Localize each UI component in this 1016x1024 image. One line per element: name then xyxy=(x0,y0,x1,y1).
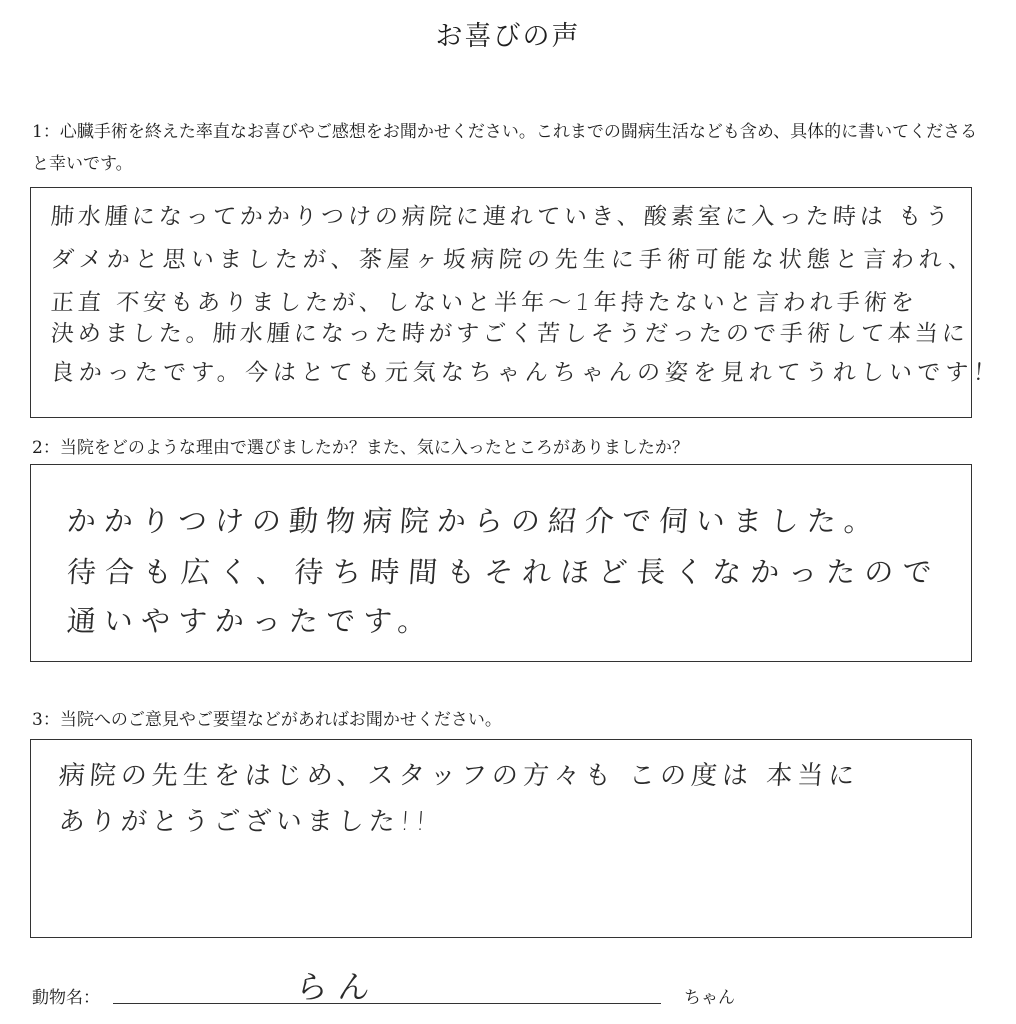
answer-2-line: 待合も広く、待ち時間もそれほど長くなかったので xyxy=(65,555,942,589)
question-2-label: 2：当院をどのような理由で選びましたか？また、気に入ったところがありましたか？ xyxy=(32,438,689,458)
answer-1-line: 正直 不安もありましたが、しないと半年〜1年持たないと言われ手術を xyxy=(49,290,919,316)
answer-1-line: 決めました。肺水腫になった時がすごく苦しそうだったので手術して本当に xyxy=(49,321,970,347)
answer-1-line: 肺水腫になってかかりつけの病院に連れていき、酸素室に入った時は もう xyxy=(49,204,954,230)
question-3-label: 3：当院へのご意見やご要望などがあればお聞かせください。 xyxy=(32,710,502,730)
answer-3-line: ありがとうございました!! xyxy=(57,807,432,837)
answer-1-line: 良かったです。今はとても元気なちゃんちゃんの姿を見れてうれしいです！ xyxy=(49,360,1002,386)
answer-1-line: ダメかと思いましたが、茶屋ヶ坂病院の先生に手術可能な状態と言われ、 xyxy=(49,247,978,273)
answer-box-3 xyxy=(30,739,972,938)
answer-2-line: 通いやすかったです。 xyxy=(65,604,436,638)
answer-3-line: 病院の先生をはじめ、スタッフの方々も この度は 本当に xyxy=(57,761,861,791)
animal-name-label: 動物名： xyxy=(32,988,100,1008)
animal-name-underline xyxy=(113,1003,661,1004)
answer-box-1 xyxy=(30,187,1002,418)
animal-name-suffix: ちゃん xyxy=(684,988,735,1008)
question-1-label: 1：心臓手術を終えた率直なお喜びやご感想をお聞かせください。これまでの闘病生活なども含め、具体的に書いてくださると幸いです。 xyxy=(32,122,978,174)
answer-box-2 xyxy=(30,464,972,662)
answer-2-line: かかりつけの動物病院からの紹介で伺いました。 xyxy=(65,504,883,538)
page-title: お喜びの声 xyxy=(435,21,581,52)
animal-name-value: らん xyxy=(294,968,382,1006)
